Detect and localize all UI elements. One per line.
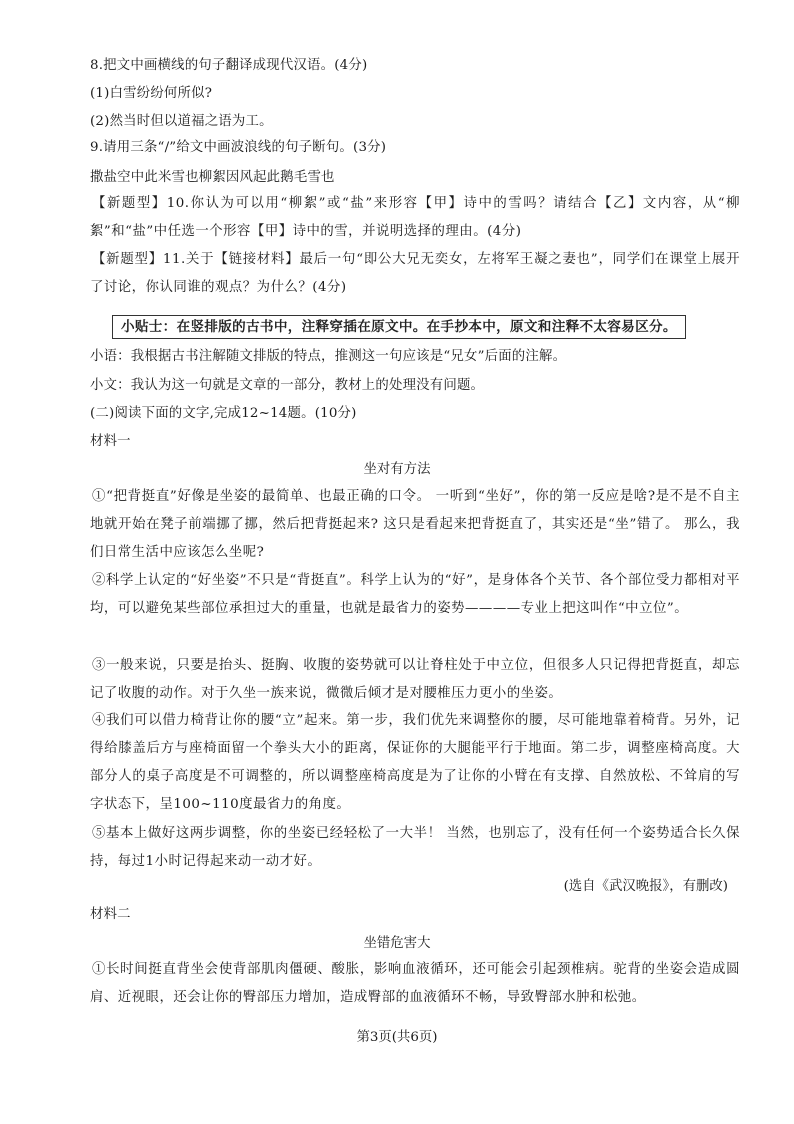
xiaoyu-opinion: 小语：我根据古书注解随文排版的特点，推测这一句应该是“兄女”后面的注解。: [90, 349, 567, 364]
material-1-paragraph-1: ①“把背挺直”好像是坐姿的最简单、也最正确的口令。 一听到“坐好”，你的第一反应是啥?是不是不自主地就开始在凳子前端挪了挪，然后把背挺起来? 这只是看起来把背挺直了，其实还是“坐”错了。 那么，我们日常生活中应该怎么坐呢?: [90, 489, 740, 560]
material-1-paragraph-2: ②科学上认定的“好坐姿”不只是“背挺直”。科学上认为的“好”，是身体各个关节、各个部位受力都相对平均，可以避免某些部位承担过大的重量，也就是最省力的姿势————专业上把这叫作“中立位”。: [90, 573, 740, 616]
question-11: 【新题型】11.关于【链接材料】最后一句“即公大兄无奕女，左将军王凝之妻也”，同学们在课堂上展开了讨论，你认同谁的观点？为什么？(4分): [90, 252, 740, 295]
material-1-paragraph-4: ④我们可以借力椅背让你的腰“立”起来。第一步，我们优先来调整你的腰，尽可能地靠着椅背。另外，记得给膝盖后方与座椅面留一个拳头大小的距离，保证你的大腿能平行于地面。第二步，调整座椅高度。大部分人的桌子高度是不可调整的，所以调整座椅高度是为了让你的小臂在有支撑、自然放松、不耸肩的写字状态下，呈100~110度最省力的角度。: [90, 713, 740, 812]
page-footer: 第3页(共6页): [356, 1030, 438, 1045]
question-8-item-1: (1)白雪纷纷何所似?: [90, 86, 213, 101]
xiaowen-opinion: 小文：我认为这一句就是文章的一部分，教材上的处理没有问题。: [90, 378, 485, 393]
question-9: 9.请用三条“/”给文中画波浪线的句子断句。(3分): [90, 140, 387, 155]
material-1-paragraph-5: ⑤基本上做好这两步调整，你的坐姿已经轻松了一大半！ 当然，也别忘了，没有任何一个姿势适合长久保持，每过1小时记得起来动一动才好。: [90, 826, 740, 869]
material-1-label: 材料一: [90, 434, 131, 449]
question-9-sentence: 撒盐空中此米雪也柳絮因风起此鹅毛雪也: [90, 170, 335, 185]
material-2-paragraph-1: ①长时间挺直背坐会使背部肌肉僵硬、酸胀，影响血液循环，还可能会引起颈椎病。驼背的坐姿会造成圆肩、近视眼，还会让你的臀部压力增加，造成臀部的血液循环不畅，导致臀部水肿和松弛。: [90, 962, 740, 1005]
material-2-label: 材料二: [90, 907, 131, 922]
section-2-heading: (二)阅读下面的文字,完成12~14题。(10分): [90, 406, 357, 421]
material-1-paragraph-3: ③一般来说，只要是抬头、挺胸、收腹的姿势就可以让脊柱处于中立位，但很多人只记得把背挺直，却忘记了收腹的动作。对于久坐一族来说，微微后倾才是对腰椎压力更小的坐姿。: [90, 658, 740, 701]
question-10: 【新题型】10.你认为可以用“柳絮”或“盐”来形容【甲】诗中的雪吗？请结合【乙】文内容，从“柳絮”和“盐”中任选一个形容【甲】诗中的雪，并说明选择的理由。(4分): [90, 196, 740, 239]
material-1-title: 坐对有方法: [363, 462, 431, 477]
question-8-item-2: (2)然当时但以道福之语为工。: [90, 114, 273, 129]
material-2-title: 坐错危害大: [363, 936, 431, 951]
source-note: (选自《武汉晚报》，有删改): [563, 879, 728, 894]
question-8: 8.把文中画横线的句子翻译成现代汉语。(4分): [90, 58, 368, 73]
tip-box: 小贴士：在竖排版的古书中，注释穿插在原文中。在手抄本中，原文和注释不太容易区分。: [112, 315, 686, 339]
